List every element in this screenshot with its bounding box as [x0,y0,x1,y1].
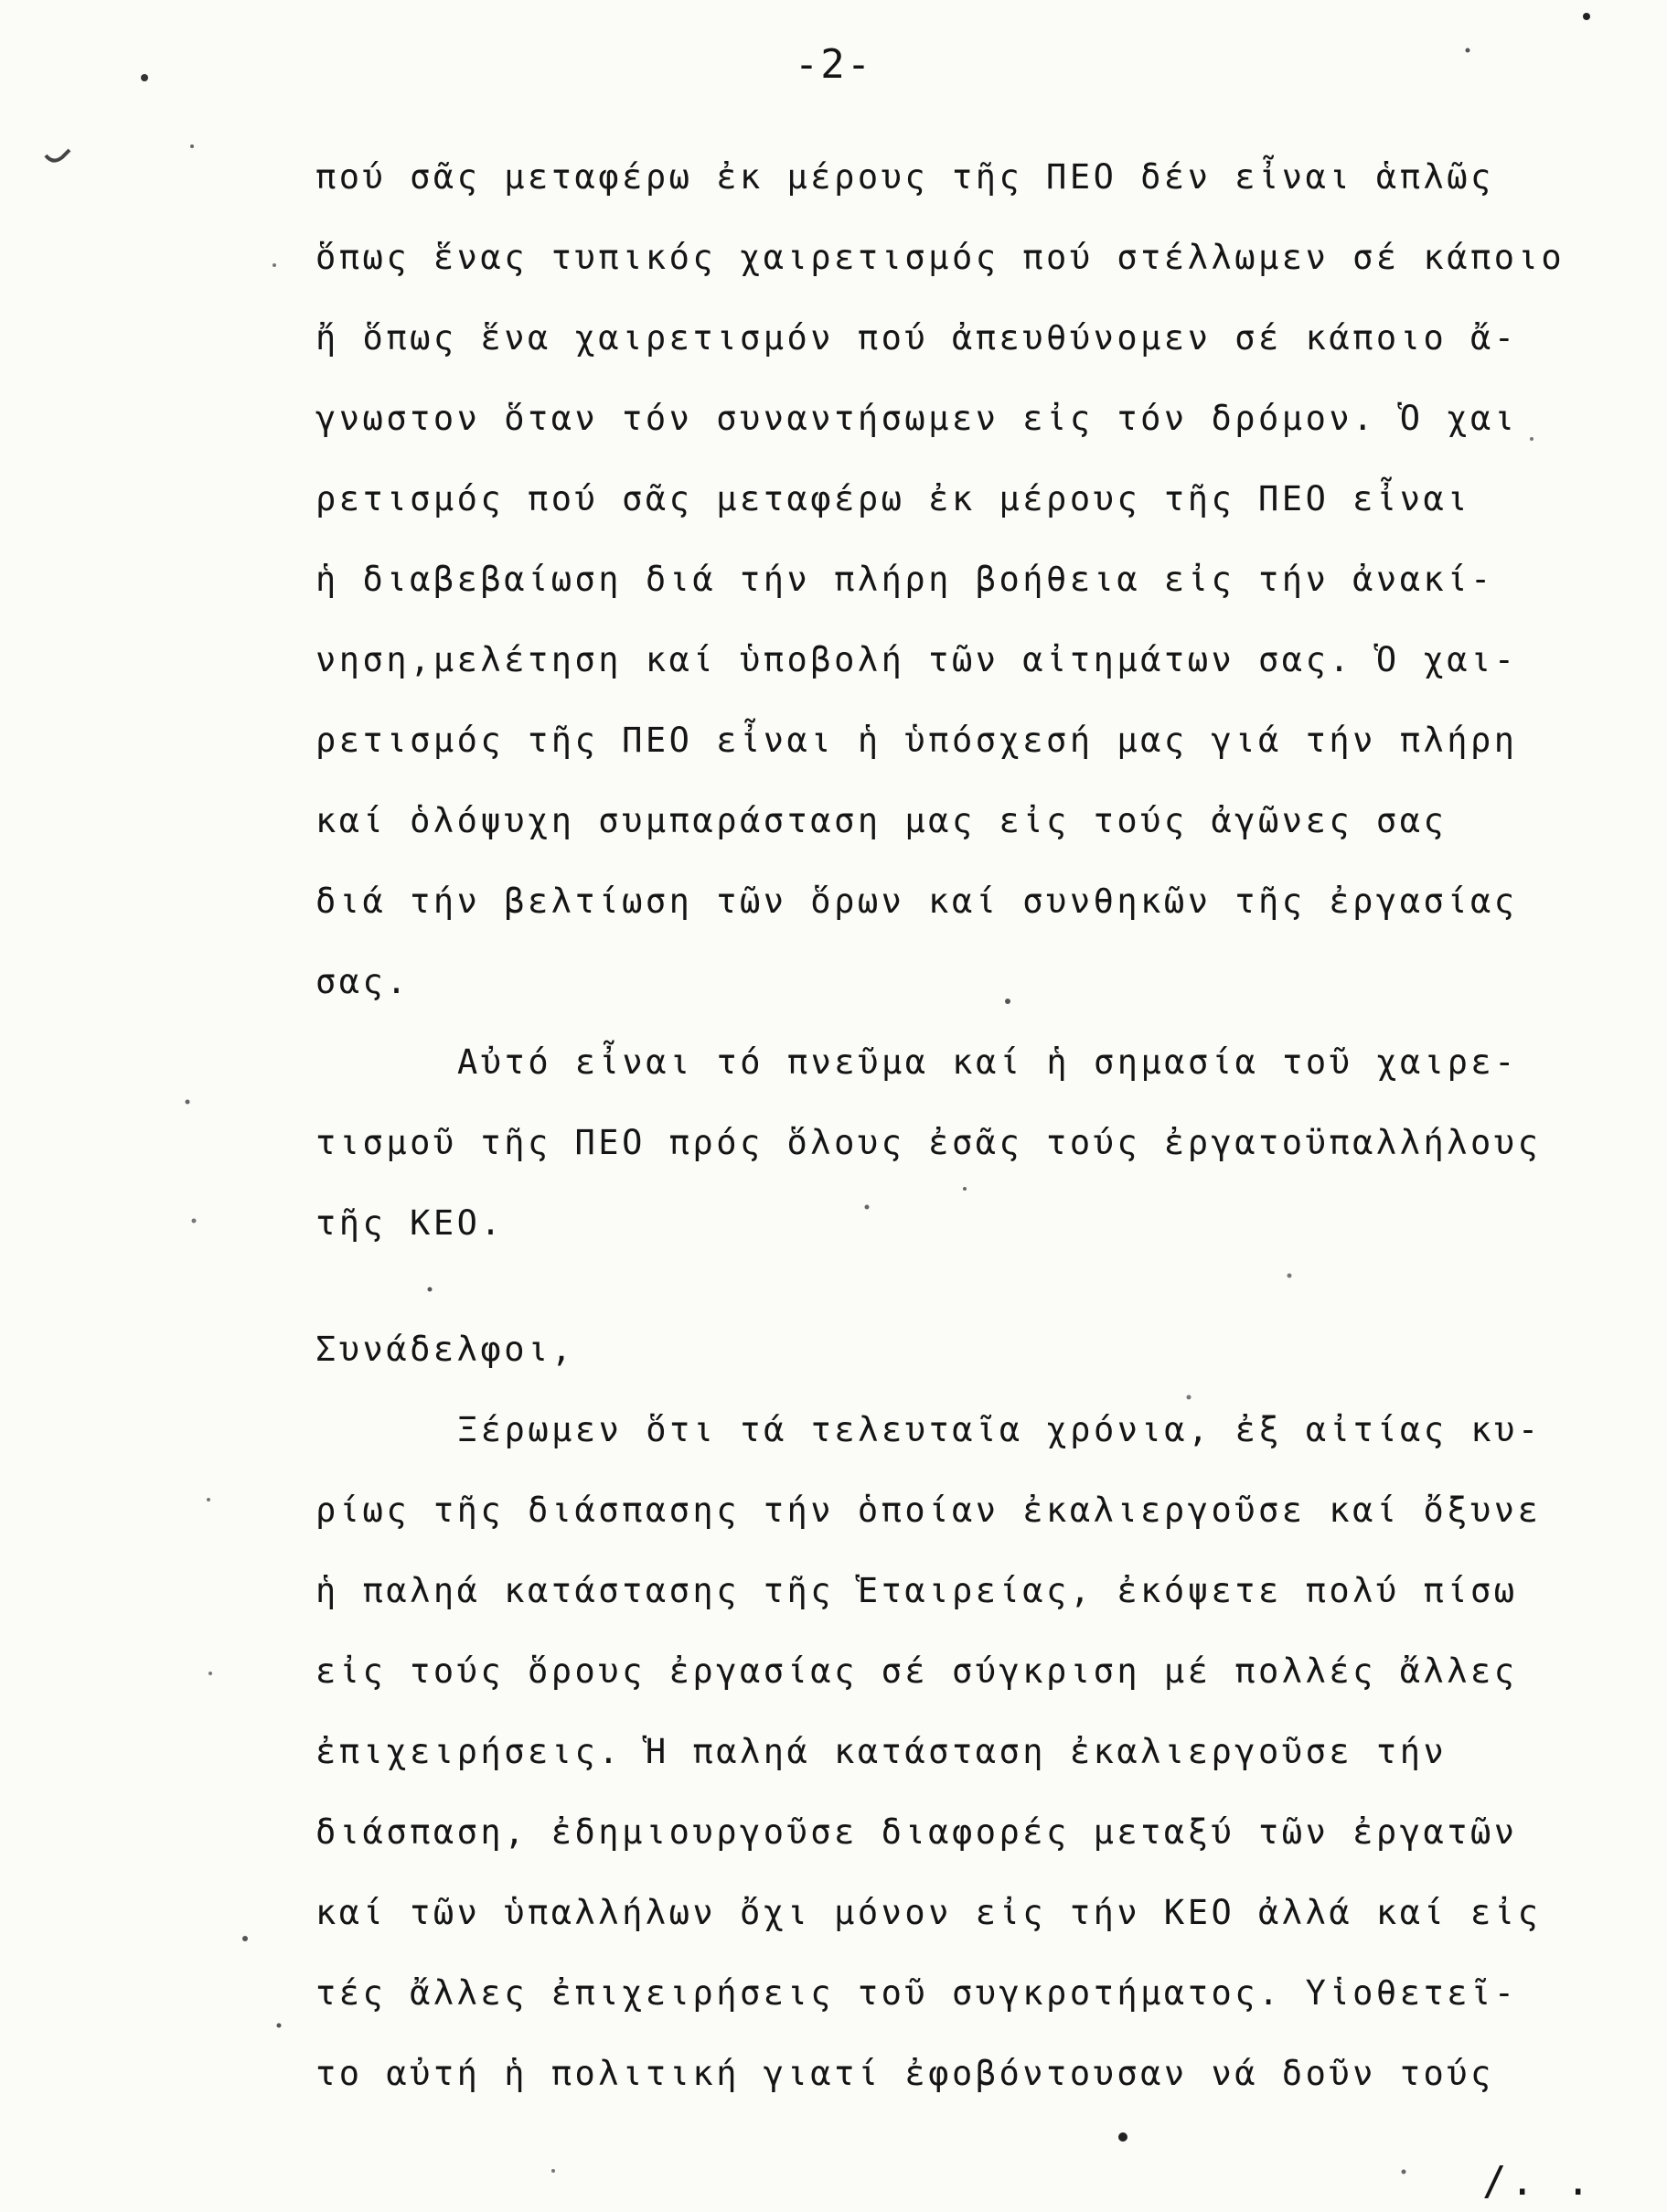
text-line: γνωστον ὅταν τόν συναντήσωμεν εἰς τόν δρόμον. Ὁ χαι [315,399,1518,438]
text-line: Αὐτό εἶναι τό πνεῦμα καί ἡ σημασία τοῦ χαιρε- [457,1042,1518,1082]
text-line: ἐπιχειρήσεις. Ἡ παληά κατάσταση ἐκαλιεργοῦσε τήν [315,1732,1448,1771]
continuation-mark: /. . [1482,2158,1594,2205]
text-line: ἤ ὅπως ἕνα χαιρετισμόν πού ἀπευθύνομεν σέ κάποιο ἄ- [315,318,1518,358]
text-line: σας. [315,962,411,1001]
text-line: νηση,μελέτηση καί ὑποβολή τῶν αἰτημάτων σας. Ὁ χαι- [315,640,1518,679]
text-line: τές ἄλλες ἐπιχειρήσεις τοῦ συγκροτήματος. Υἱοθετεῖ- [315,1973,1518,2013]
text-line: ὅπως ἕνας τυπικός χαιρετισμός πού στέλλωμεν σέ κάποιο [315,238,1565,277]
text-line: Ξέρωμεν ὅτι τά τελευταῖα χρόνια, ἐξ αἰτίας κυ- [457,1410,1542,1449]
text-line: πού σᾶς μεταφέρω ἐκ μέρους τῆς ΠΕΟ δέν εἶναι ἁπλῶς [315,157,1494,197]
text-line: διάσπαση, ἐδημιουργοῦσε διαφορές μεταξύ τῶν ἐργατῶν [315,1812,1518,1852]
text-line: ρετισμός τῆς ΠΕΟ εἶναι ἡ ὑπόσχεσή μας γιά τήν πλήρη [315,721,1518,760]
text-line: καί ὁλόψυχη συμπαράσταση μας εἰς τούς ἀγῶνες σας [315,801,1448,840]
page-number: -2- [794,41,873,88]
text-line: ἡ διαβεβαίωση διά τήν πλήρη βοήθεια εἰς τήν ἀνακί- [315,560,1494,599]
text-line: τῆς ΚΕΟ. [315,1203,505,1243]
body-text [315,137,1614,2114]
text-line: τισμοῦ τῆς ΠΕΟ πρός ὅλους ἐσᾶς τούς ἐργατοϋπαλλήλους [315,1123,1542,1162]
text-line: καί τῶν ὑπαλλήλων ὄχι μόνον εἰς τήν ΚΕΟ ἀλλά καί εἰς [315,1893,1542,1932]
salutation: Συνάδελφοι, [315,1330,575,1369]
text-line: ἡ παληά κατάστασης τῆς Ἑταιρείας, ἐκόψετε πολύ πίσω [315,1571,1518,1610]
text-line: διά τήν βελτίωση τῶν ὅρων καί συνθηκῶν τῆς ἐργασίας [315,882,1518,921]
text-line: εἰς τούς ὅρους ἐργασίας σέ σύγκριση μέ πολλές ἄλλες [315,1651,1518,1691]
text-line: ρίως τῆς διάσπασης τήν ὁποίαν ἐκαλιεργοῦσε καί ὄξυνε [315,1491,1542,1530]
text-line: το αὐτή ἡ πολιτική γιατί ἐφοβόντουσαν νά δοῦν τούς [315,2054,1494,2093]
text-line: ρετισμός πού σᾶς μεταφέρω ἐκ μέρους τῆς ΠΕΟ εἶναι [315,479,1471,518]
